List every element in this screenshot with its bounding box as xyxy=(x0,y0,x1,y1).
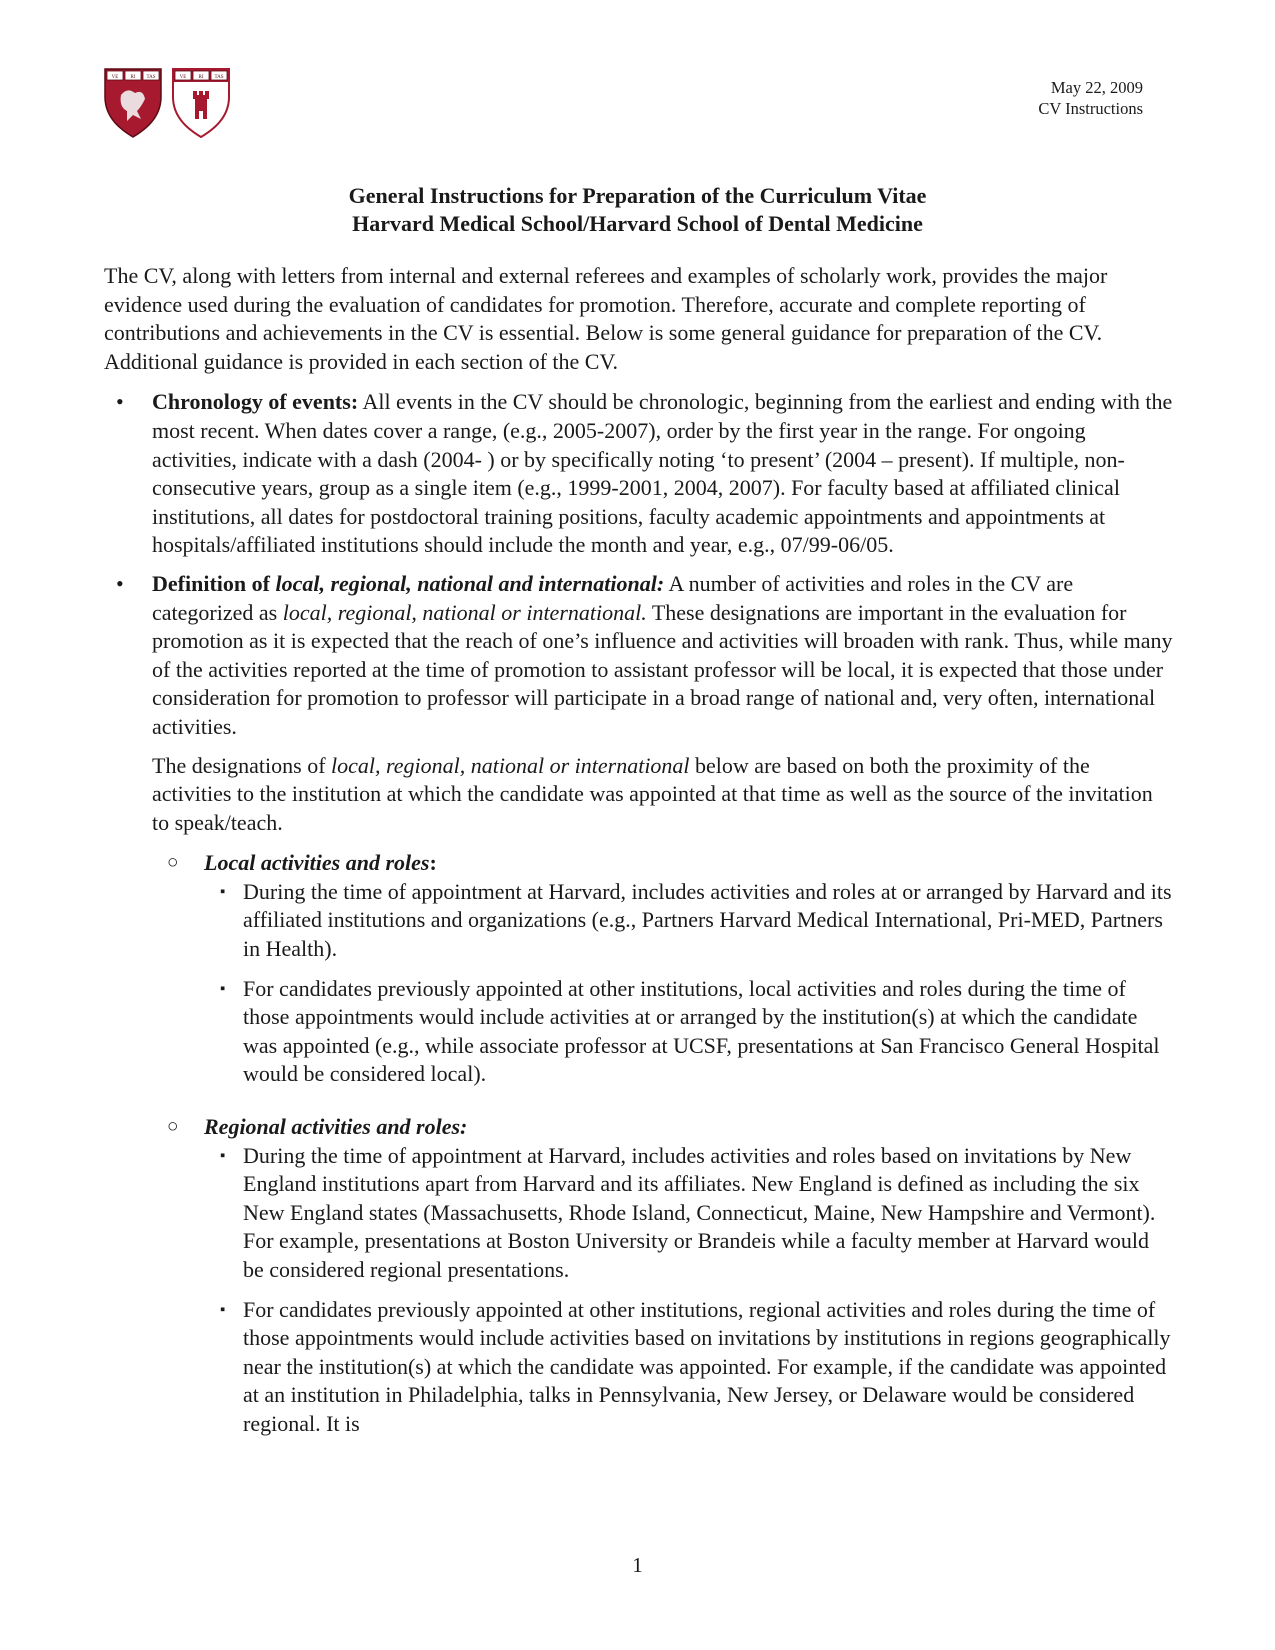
designations-text-c: below are based on both the proximity of the activities to the institution at which the candidate was appointed at that time as well as the source of the invitation to speak/teach. xyxy=(152,752,1153,835)
definition-text-a: A number of activities and roles in the CV are categorized as xyxy=(152,570,1074,625)
svg-text:TAS: TAS xyxy=(214,75,224,80)
bullet-marker: • xyxy=(116,389,124,415)
harvard-logos xyxy=(103,67,233,139)
hms-shield-icon xyxy=(105,69,161,137)
definition-text-c: These designations are important in the evaluation for promotion as it is expected that the reach of one’s influence and activities will broaden with rank. Thus, while many of the activities reported at the time of promotion to assistant professor will be local, it is expected that those under consideration for promotion to professor will participate in a broad range of national and, very often, international activities. xyxy=(152,599,1173,739)
document-title xyxy=(0,182,1275,238)
header-meta xyxy=(1038,77,1143,119)
definition-heading-a: Definition of xyxy=(152,570,276,596)
square-marker: ▪ xyxy=(220,1147,226,1164)
chronology-paragraph xyxy=(152,388,1174,560)
local-item-2 xyxy=(0,975,1174,1089)
designations-text-a: The designations of xyxy=(152,752,332,778)
page-number: 1 xyxy=(632,1553,643,1577)
local-heading: Local activities and roles: xyxy=(204,850,437,876)
local-marker: ○ xyxy=(167,852,179,874)
definition-paragraph xyxy=(152,570,1174,742)
list-item: For candidates previously appointed at other institutions, regional activities and roles during the time of those appointments would include activities based on invitations by institutions in regions geographically near the institution(s) at which the candidate was appointed. For example, if the candidate was appointed at an institution in Philadelphia, talks in Pennsylvania, New Jersey, or Delaware would be considered regional. It is xyxy=(243,1296,1171,1436)
hsdm-shield-icon xyxy=(173,69,229,137)
list-item: During the time of appointment at Harvard, includes activities and roles based on invitations by New England institutions apart from Harvard and its affiliates. New England is defined as including the six New England states (Massachusetts, Rhode Island, Connecticut, Maine, New Hampshire and Vermont). For example, presentations at Boston University or Brandeis while a faculty member at Harvard would be considered regional presentations. xyxy=(243,1142,1156,1282)
chronology-heading: Chronology of events: xyxy=(152,389,359,415)
regional-item-1 xyxy=(0,1142,1174,1285)
designations-text-b: local, regional, national or international xyxy=(331,752,690,778)
square-marker: ▪ xyxy=(220,1301,226,1318)
document-body xyxy=(104,262,1174,1439)
square-marker: ▪ xyxy=(220,980,226,997)
svg-text:VE: VE xyxy=(179,75,187,80)
title-line-1: General Instructions for Preparation of the Curriculum Vitae xyxy=(348,183,927,208)
svg-text:RI: RI xyxy=(198,75,204,80)
harvard-shields-logo xyxy=(103,67,233,139)
list-item: During the time of appointment at Harvard, includes activities and roles at or arranged by Harvard and its affiliated institutions and organizations (e.g., Partners Harvard Medical International, Pri-MED, Partners in Health). xyxy=(243,878,1172,962)
local-item-1 xyxy=(0,878,1174,964)
regional-section xyxy=(0,1113,1174,1142)
intro-paragraph: The CV, along with letters from internal and external referees and examples of scholarly work, provides the major evidence used during the evaluation of candidates for promotion. Therefore, accurate and complete reporting of contributions and achievements in the CV is essential. Below is some general guidance for preparation of the CV. Additional guidance is provided in each section of the CV. xyxy=(104,263,1108,374)
regional-heading: Regional activities and roles: xyxy=(204,1114,468,1140)
document-date: May 22, 2009 xyxy=(1050,78,1143,97)
definition-text-b: local, regional, national or international. xyxy=(282,599,647,625)
chronology-text: All events in the CV should be chronologic, beginning from the earliest and ending with the most recent. When dates cover a range, (e.g., 2005-2007), order by the first year in the range. For ongoing activities, indicate with a dash (2004- ) or by specifically noting ‘to present’ (2004 – present). If multiple, non-consecutive years, group as a single item (e.g., 1999-2001, 2004, 2007). For faculty based at affiliated clinical institutions, all dates for postdoctoral training positions, faculty academic appointments and appointments at hospitals/affiliated institutions should include the month and year, e.g., 07/99-06/05. xyxy=(152,389,1173,558)
bullet-marker: • xyxy=(116,570,124,596)
bullet-definition xyxy=(104,570,1174,837)
svg-text:VE: VE xyxy=(111,75,119,80)
document-label: CV Instructions xyxy=(1038,99,1143,118)
svg-text:RI: RI xyxy=(130,75,136,80)
designations-paragraph xyxy=(152,752,1174,838)
square-marker: ▪ xyxy=(220,883,226,900)
title-line-2: Harvard Medical School/Harvard School of Dental Medicine xyxy=(352,211,923,236)
regional-item-2 xyxy=(0,1296,1174,1439)
bullet-chronology xyxy=(104,388,1174,560)
regional-marker: ○ xyxy=(167,1116,179,1138)
svg-text:TAS: TAS xyxy=(146,75,156,80)
definition-heading-b: local, regional, national and international: xyxy=(275,570,665,596)
local-section xyxy=(0,849,1174,878)
list-item: For candidates previously appointed at other institutions, local activities and roles during the time of those appointments would include activities at or arranged by the institution(s) at which the candidate was appointed (e.g., while associate professor at UCSF, presentations at San Francisco General Hospital would be considered local). xyxy=(243,975,1160,1087)
